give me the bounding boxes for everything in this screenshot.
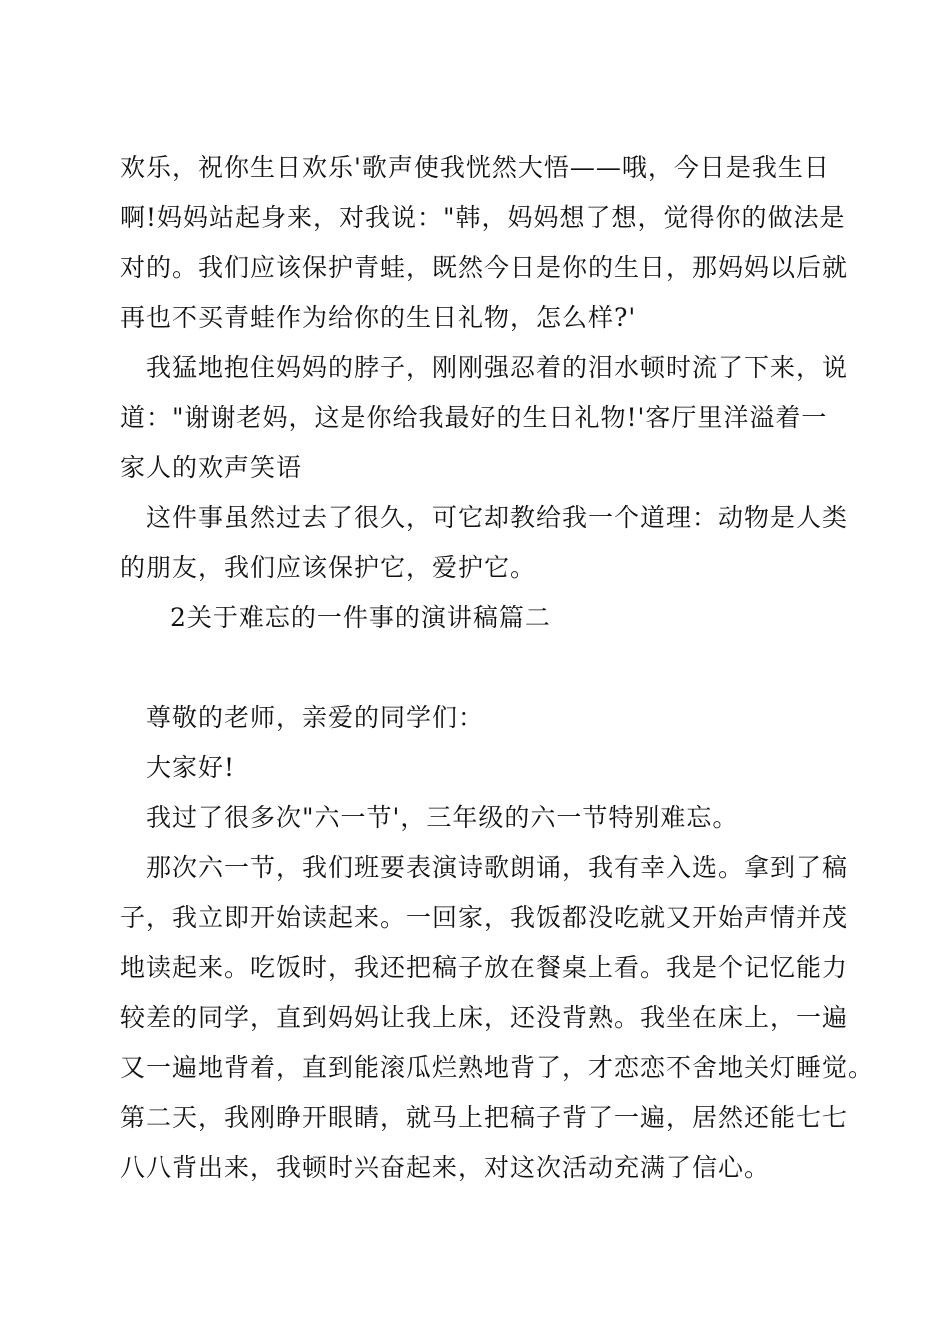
text-line: 道："谢谢老妈，这是你给我最好的生日礼物!'客厅里洋溢着一 (120, 403, 828, 432)
text-line: 八八背出来，我顿时兴奋起来，对这次活动充满了信心。 (120, 1153, 771, 1182)
text-line: 较差的同学，直到妈妈让我上床，还没背熟。我坐在床上，一遍 (120, 1003, 849, 1032)
text-line: 那次六一节，我们班要表演诗歌朗诵，我有幸入选。拿到了稿 (146, 853, 849, 882)
paragraph-hello (120, 743, 840, 793)
text-line: 这件事虽然过去了很久，可它却教给我一个道理：动物是人类 (146, 503, 849, 532)
text-line: 对的。我们应该保护青蛙，既然今日是你的生日，那妈妈以后就 (120, 253, 849, 282)
text-line: 第二天，我刚睁开眼睛，就马上把稿子背了一遍，居然还能七七 (120, 1103, 849, 1132)
text-line: 的朋友，我们应该保护它，爱护它。 (120, 553, 537, 582)
text-line: 欢乐，祝你生日欢乐'歌声使我恍然大悟——哦，今日是我生日 (120, 153, 830, 182)
text-line: 尊敬的老师，亲爱的同学们： (146, 703, 485, 732)
paragraph-greeting (120, 693, 840, 743)
paragraph-hug-mom (120, 343, 849, 493)
text-line: 地读起来。吃饭时，我还把稿子放在餐桌上看。我是个记忆能力 (120, 953, 849, 982)
text-line: 我猛地抱住妈妈的脖子，刚刚强忍着的泪水顿时流了下来，说 (146, 353, 849, 382)
text-line: 又一遍地背着，直到能滚瓜烂熟地背了，才恋恋不舍地关灯睡觉。 (120, 1053, 875, 1082)
text-line: 我过了很多次"六一节'，三年级的六一节特别难忘。 (146, 803, 739, 832)
text-line: 家人的欢声笑语 (120, 453, 303, 482)
text-line: 大家好! (146, 753, 236, 782)
section-heading: 2关于难忘的一件事的演讲稿篇二 (170, 603, 551, 632)
paragraph-intro (120, 793, 840, 843)
text-line: 再也不买青蛙作为给你的生日礼物，怎么样?' (120, 303, 637, 332)
paragraph-birthday-song (120, 143, 849, 343)
text-line: 啊!妈妈站起身来，对我说："韩，妈妈想了想，觉得你的做法是 (120, 203, 846, 232)
paragraph-recitation (120, 843, 875, 1193)
paragraph-lesson (120, 493, 849, 593)
text-line: 子，我立即开始读起来。一回家，我饭都没吃就又开始声情并茂 (120, 903, 849, 932)
